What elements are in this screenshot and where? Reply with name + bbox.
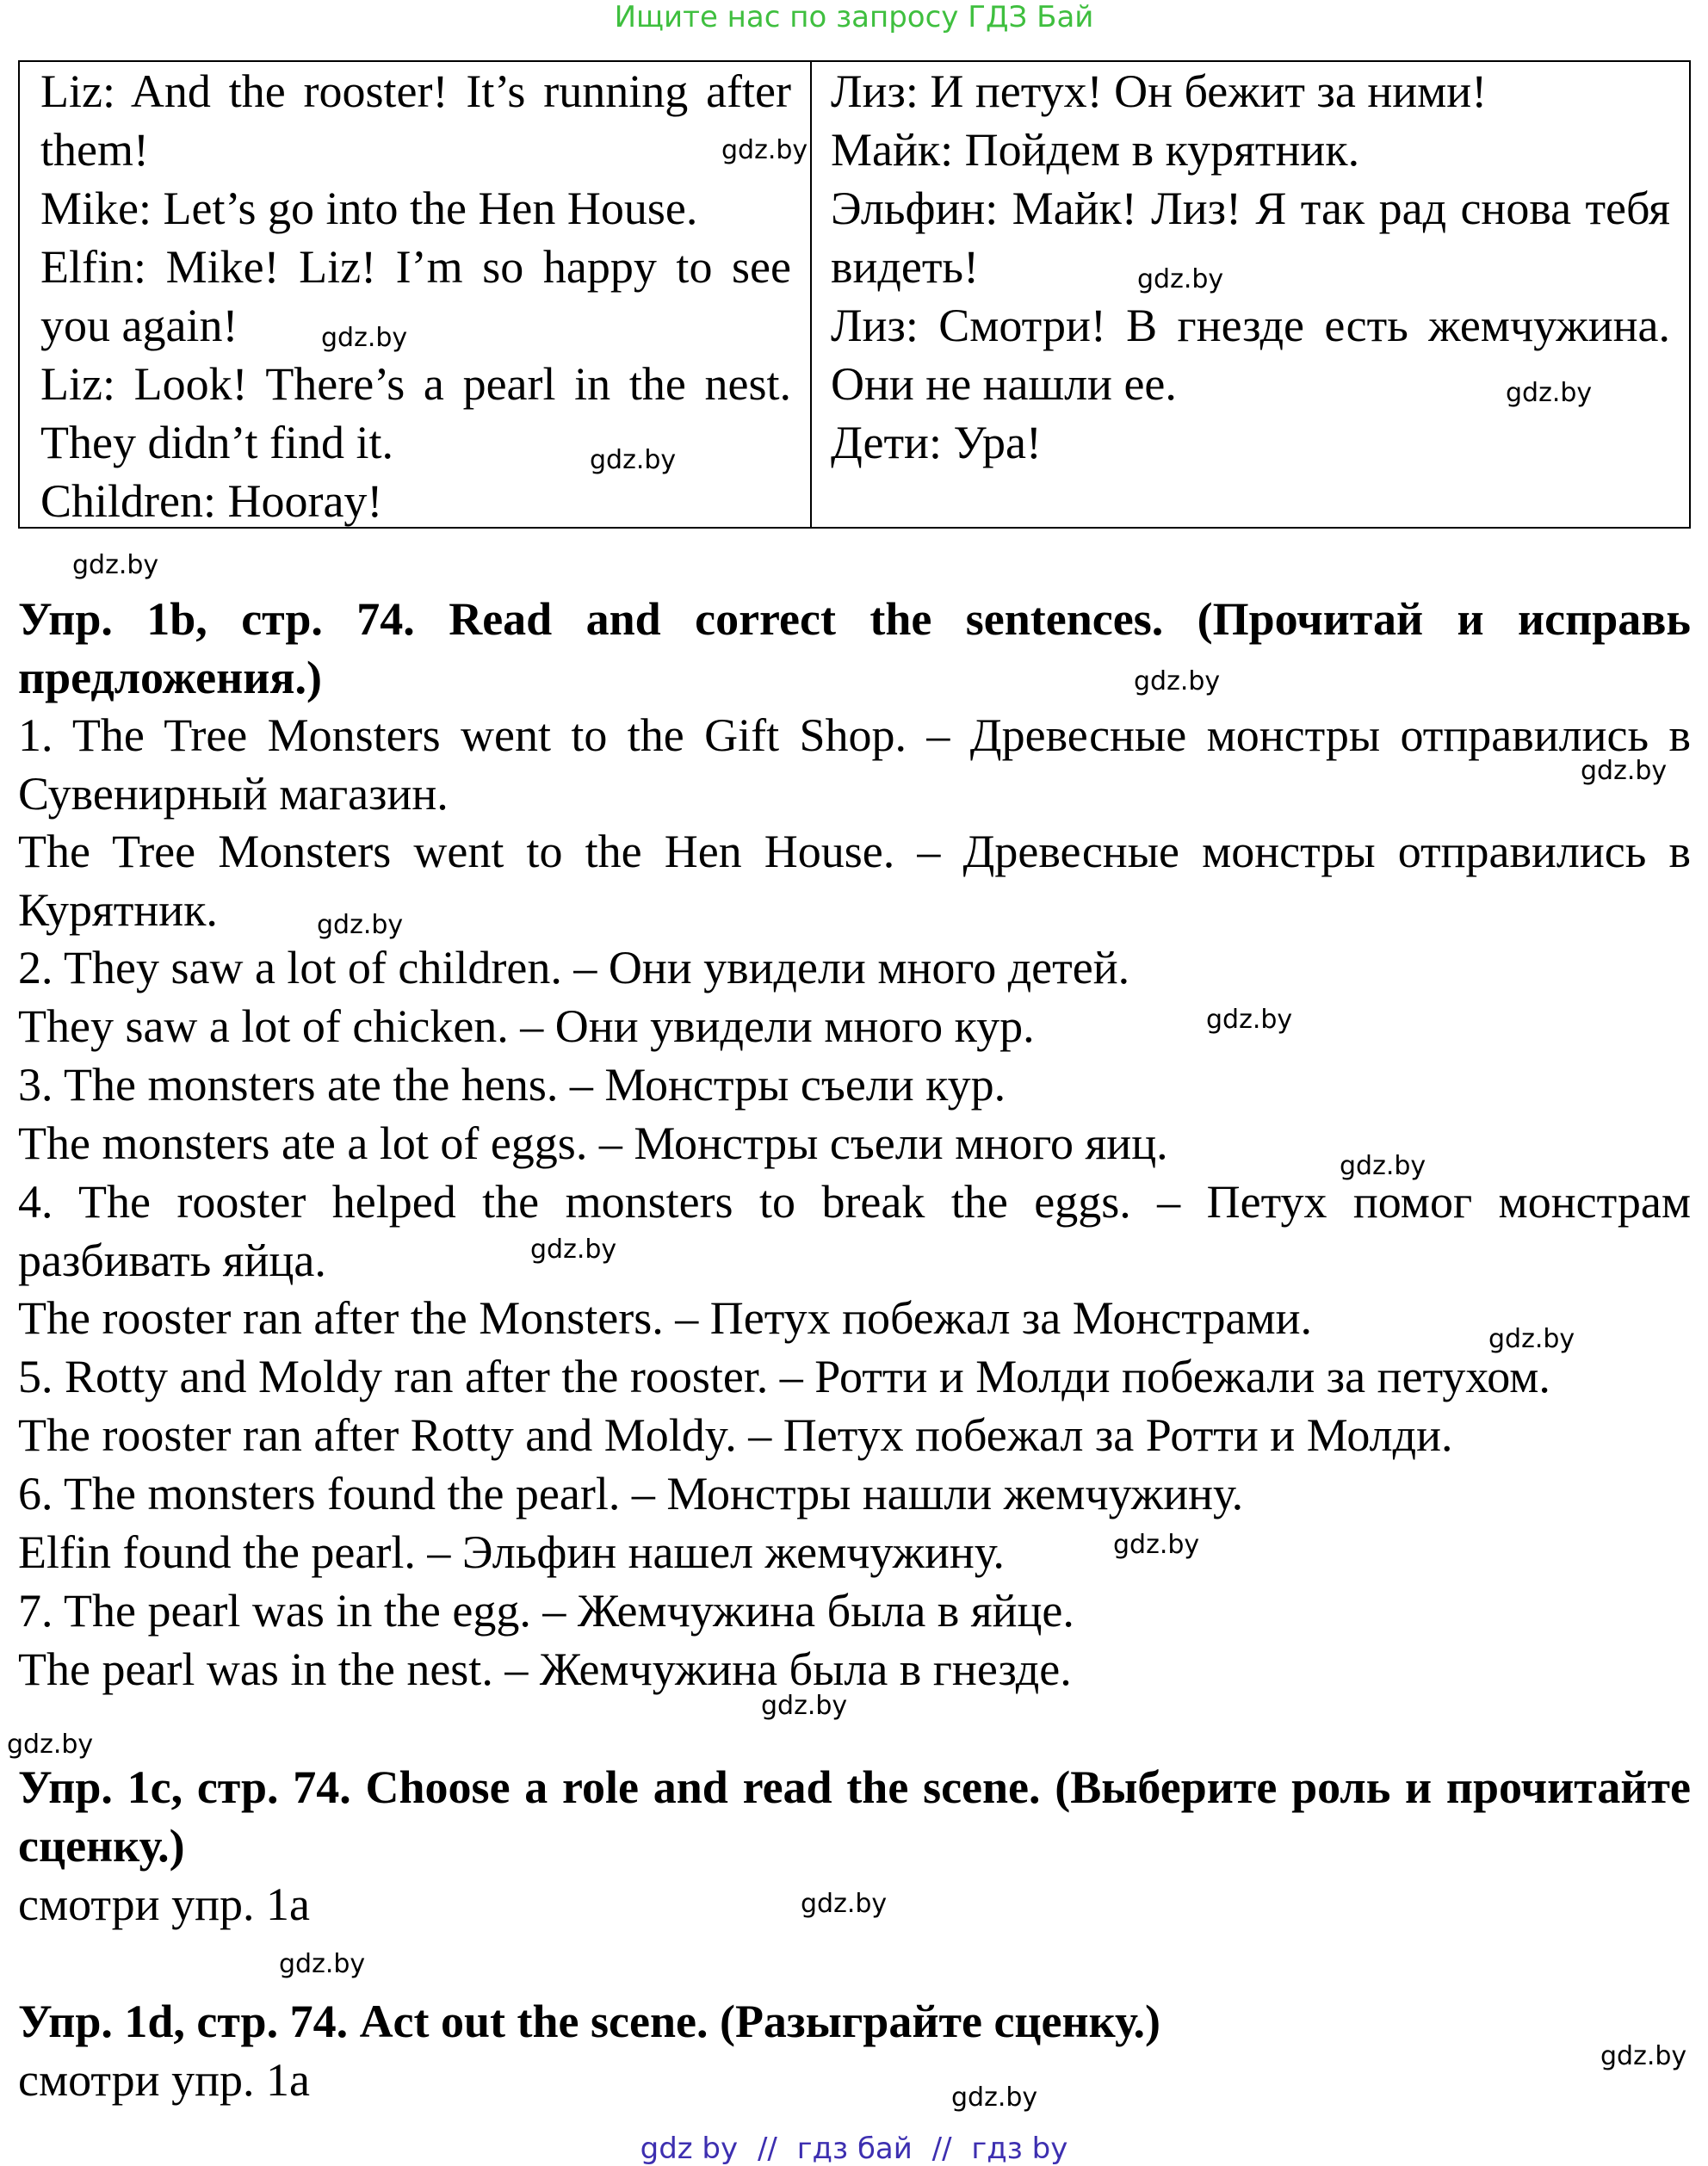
watermark-text: gdz.by <box>1340 1151 1426 1181</box>
table-divider <box>810 62 812 527</box>
top-banner: Ищите нас по запросу ГДЗ Бай <box>614 0 1094 34</box>
exercise-1b-heading: Упр. 1b, стр. 74. Read and correct the sentences. (Прочитай и исправь предложения.) <box>18 593 1691 703</box>
watermark-text: gdz.by <box>1137 264 1224 294</box>
watermark-text: gdz.by <box>317 910 404 940</box>
watermark-text: gdz.by <box>1600 2041 1687 2071</box>
watermark-text: gdz.by <box>1488 1324 1575 1354</box>
watermark-text: gdz.by <box>761 1691 848 1721</box>
exercise-1b-line: The rooster ran after the Monsters. – Петух побежал за Монстрами. <box>18 1292 1313 1344</box>
exercise-1d-heading: Упр. 1d, стр. 74. Act out the scene. (Разыграйте сценку.) <box>18 1996 1161 2047</box>
exercise-1b-line: The rooster ran after Rotty and Moldy. – Петух побежал за Ротти и Молди. <box>18 1409 1453 1461</box>
watermark-text: gdz.by <box>1506 378 1593 408</box>
dialog-line-ru: Эльфин: Майк! Лиз! Я так рад снова тебя видеть! <box>831 183 1670 293</box>
watermark-text: gdz.by <box>951 2082 1038 2113</box>
exercise-1c-heading: Упр. 1c, стр. 74. Choose a role and read the scene. (Выберите роль и прочитайте сценку.) <box>18 1761 1691 1872</box>
exercise-1b-line: 5. Rotty and Moldy ran after the rooster. – Ротти и Молди побежали за петухом. <box>18 1351 1550 1402</box>
dialog-line-ru: Дети: Ура! <box>831 417 1042 468</box>
footer-link-gdz-by-mixed[interactable]: гдз by <box>971 2132 1068 2166</box>
exercise-1b-line: 6. The monsters found the pearl. – Монстры нашли жемчужину. <box>18 1468 1244 1519</box>
dialog-table <box>18 60 1691 529</box>
watermark-text: gdz.by <box>1134 666 1221 696</box>
watermark-text: gdz.by <box>279 1949 366 1979</box>
exercise-1b-line: 1. The Tree Monsters went to the Gift Shop. – Древесные монстры отправились в Сувенирный магазин. <box>18 709 1691 820</box>
footer-separator: // <box>931 2132 952 2166</box>
dialog-english-column <box>40 62 791 530</box>
dialog-line-en: Liz: And the rooster! It’s running after them! <box>40 65 791 176</box>
exercise-1b-line: The Tree Monsters went to the Hen House. – Древесные монстры отправились в Курятник. <box>18 826 1691 936</box>
watermark-text: gdz.by <box>1113 1530 1200 1560</box>
footer <box>0 2132 1708 2166</box>
dialog-line-ru: Лиз: И петух! Он бежит за ними! <box>831 65 1488 117</box>
exercise-1b-line: 7. The pearl was in the egg. – Жемчужина была в яйце. <box>18 1585 1074 1637</box>
watermark-text: gdz.by <box>590 445 677 475</box>
dialog-line-ru: Майк: Пойдем в курятник. <box>831 124 1360 176</box>
footer-separator: // <box>757 2132 777 2166</box>
exercise-1b-line: The monsters ate a lot of eggs. – Монстры съели много яиц. <box>18 1117 1168 1169</box>
exercise-1b-line: 3. The monsters ate the hens. – Монстры съели кур. <box>18 1059 1006 1111</box>
dialog-line-en: Liz: Look! There’s a pearl in the nest. They didn’t find it. <box>40 358 791 468</box>
dialog-line-en: Elfin: Mike! Liz! I’m so happy to see you again! <box>40 241 791 351</box>
exercise-1c-answer: смотри упр. 1a <box>18 1878 310 1930</box>
exercise-1b-line: 4. The rooster helped the monsters to break the eggs. – Петух помог монстрам разбивать яйца. <box>18 1176 1691 1286</box>
dialog-line-en: Children: Hooray! <box>40 475 383 527</box>
exercise-1b-line: The pearl was in the nest. – Жемчужина была в гнезде. <box>18 1643 1072 1695</box>
watermark-text: gdz.by <box>530 1235 617 1265</box>
dialog-russian-column <box>831 62 1670 472</box>
exercise-1b-line: Elfin found the pearl. – Эльфин нашел жемчужину. <box>18 1526 1005 1578</box>
watermark-text: gdz.by <box>721 135 808 165</box>
exercise-1b-line: They saw a lot of chicken. – Они увидели много кур. <box>18 1000 1035 1052</box>
dialog-line-en: Mike: Let’s go into the Hen House. <box>40 183 698 234</box>
dialog-line-ru: Лиз: Смотри! В гнезде есть жемчужина. Они не нашли ее. <box>831 300 1670 410</box>
footer-link-gdz-bai[interactable]: гдз бай <box>796 2132 913 2166</box>
footer-link-gdz-by[interactable]: gdz by <box>640 2132 739 2166</box>
watermark-text: gdz.by <box>72 550 159 580</box>
watermark-text: gdz.by <box>321 323 408 353</box>
watermark-text: gdz.by <box>7 1730 94 1760</box>
exercise-1b-line: 2. They saw a lot of children. – Они увидели много детей. <box>18 942 1130 993</box>
watermark-text: gdz.by <box>1581 756 1668 786</box>
watermark-text: gdz.by <box>1206 1005 1293 1035</box>
exercise-1d-answer: смотри упр. 1a <box>18 2054 310 2106</box>
watermark-text: gdz.by <box>801 1889 888 1919</box>
